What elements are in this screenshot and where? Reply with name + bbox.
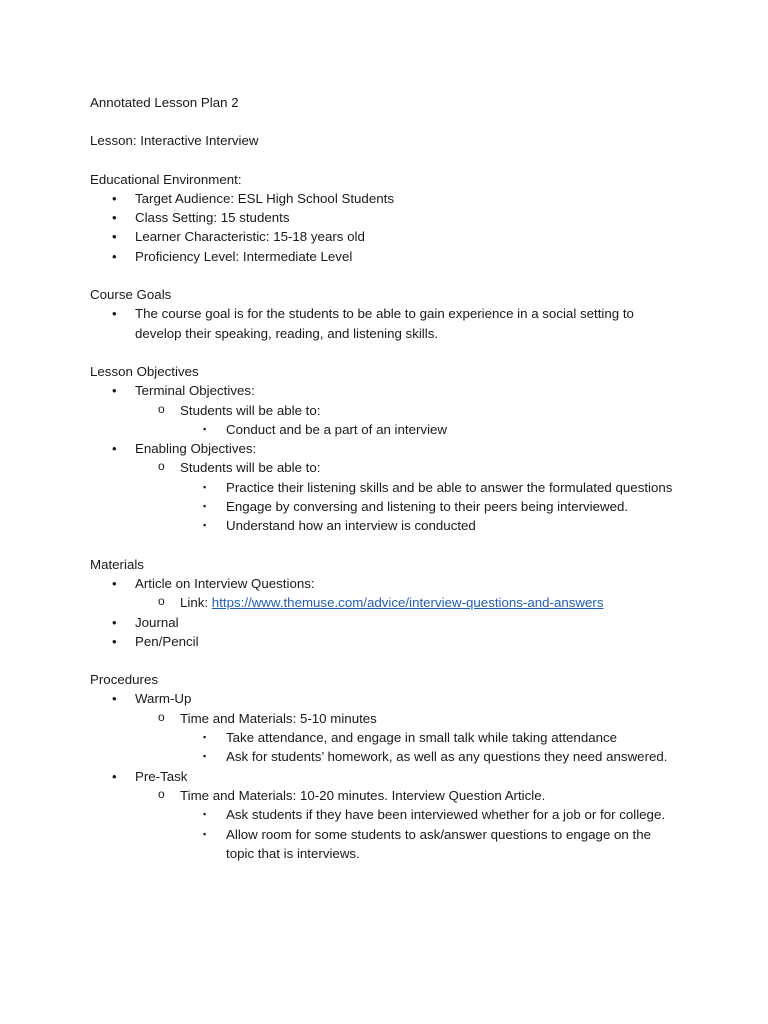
goals-list (90, 304, 680, 343)
list-item: • Pre-Task o Time and Materials: 10-20 minutes. Interview Question Article. ▪ Ask students if they have been interviewed whether for a job or for college. ▪ Allow room for some students to ask/answer questions to engage on the topic that is interviews. (90, 767, 680, 863)
objectives-heading: Lesson Objectives (90, 363, 199, 379)
materials-list (90, 574, 680, 651)
bullet-icon: • (112, 691, 117, 707)
goals-heading: Course Goals (90, 287, 172, 303)
list-item: ▪ Understand how an interview is conducted (180, 516, 680, 535)
circle-bullet-icon: o (158, 709, 165, 724)
materials-heading: Materials (90, 556, 144, 572)
list-item: • Warm-Up o Time and Materials: 5-10 minutes ▪ Take attendance, and engage in small talk while taking attendance ▪ Ask for students’ homework, as well as any questions they need answered. (90, 689, 680, 766)
lesson-title: Lesson: Interactive Interview (90, 133, 259, 149)
circle-bullet-icon: o (158, 401, 165, 416)
list-item: o Time and Materials: 10-20 minutes. Interview Question Article. ▪ Ask students if they have been interviewed whether for a job or for college. ▪ Allow room for some students to ask/answer questions to engage on the topic that is interviews. (135, 786, 680, 863)
list-item: • Pen/Pencil (90, 632, 680, 651)
bullet-icon: • (112, 614, 117, 630)
square-bullet-icon: ▪ (203, 751, 207, 762)
list-item: • Terminal Objectives: o Students will be able to: ▪ Conduct and be a part of an interview (90, 381, 680, 439)
list-item: o Students will be able to: ▪ Practice their listening skills and be able to answer the formulated questions ▪ Engage by conversing and listening to their peers being interviewed. ▪ Understand how an interview is conducted (135, 458, 680, 535)
list-item: o Time and Materials: 5-10 minutes ▪ Take attendance, and engage in small talk while taking attendance ▪ Ask for students’ homework, as well as any questions they need answered. (135, 709, 680, 767)
list-item: ▪ Allow room for some students to ask/answer questions to engage on the topic that is interviews. (203, 826, 652, 861)
square-bullet-icon: ▪ (203, 481, 207, 492)
list-item: ▪ Ask students if they have been interviewed whether for a job or for college. (180, 805, 680, 824)
list-item: • Class Setting: 15 students (90, 208, 680, 227)
list-item: • Target Audience: ESL High School Students (90, 189, 680, 208)
bullet-icon: • (112, 383, 117, 399)
list-item: o Link: https://www.themuse.com/advice/interview-questions-and-answers (158, 594, 604, 611)
square-bullet-icon: ▪ (203, 501, 207, 512)
square-bullet-icon: ▪ (203, 809, 207, 820)
bullet-icon: • (112, 306, 117, 322)
procedures-heading: Procedures (90, 672, 158, 688)
list-item: • The course goal is for the students to be able to gain experience in a social setting to develop their speaking, reading, and listening skills. (112, 306, 634, 341)
square-bullet-icon: ▪ (203, 732, 207, 743)
bullet-icon: • (112, 248, 117, 264)
square-bullet-icon: ▪ (203, 828, 207, 839)
bullet-icon: • (112, 190, 117, 206)
bullet-icon: • (112, 633, 117, 649)
list-item: • Enabling Objectives: o Students will be able to: ▪ Practice their listening skills and be able to answer the formulated questions ▪ Engage by conversing and listening to their peers being interviewed. ▪ Understand how an interview is conducted (90, 439, 680, 535)
square-bullet-icon: ▪ (203, 423, 207, 434)
procedures-list (90, 689, 680, 863)
circle-bullet-icon: o (158, 594, 165, 609)
article-link[interactable]: https://www.themuse.com/advice/interview-questions-and-answers (211, 595, 604, 611)
list-item: ▪ Conduct and be a part of an interview (180, 420, 680, 439)
bullet-icon: • (112, 441, 117, 457)
bullet-icon: • (112, 575, 117, 591)
objectives-list (90, 381, 680, 535)
list-item: o Students will be able to: ▪ Conduct and be a part of an interview (135, 401, 680, 440)
environment-list (90, 189, 680, 266)
environment-heading: Educational Environment: (90, 171, 242, 187)
list-item: • Learner Characteristic: 15-18 years old (90, 227, 680, 246)
square-bullet-icon: ▪ (203, 520, 207, 531)
list-item: • Proficiency Level: Intermediate Level (90, 247, 680, 266)
bullet-icon: • (112, 768, 117, 784)
bullet-icon: • (112, 229, 117, 245)
document-title: Annotated Lesson Plan 2 (90, 95, 239, 110)
list-item: ▪ Engage by conversing and listening to their peers being interviewed. (180, 497, 680, 516)
list-item: ▪ Take attendance, and engage in small talk while taking attendance (180, 728, 680, 747)
list-item: • Article on Interview Questions: o Link: https://www.themuse.com/advice/interview-questions-and-answers (90, 574, 680, 613)
bullet-icon: • (112, 210, 117, 226)
list-item: ▪ Practice their listening skills and be able to answer the formulated questions (180, 478, 680, 497)
list-item: • Journal (90, 613, 680, 632)
document-body (90, 93, 680, 863)
circle-bullet-icon: o (158, 459, 165, 474)
list-item: ▪ Ask for students’ homework, as well as any questions they need answered. (180, 747, 680, 766)
circle-bullet-icon: o (158, 786, 165, 801)
